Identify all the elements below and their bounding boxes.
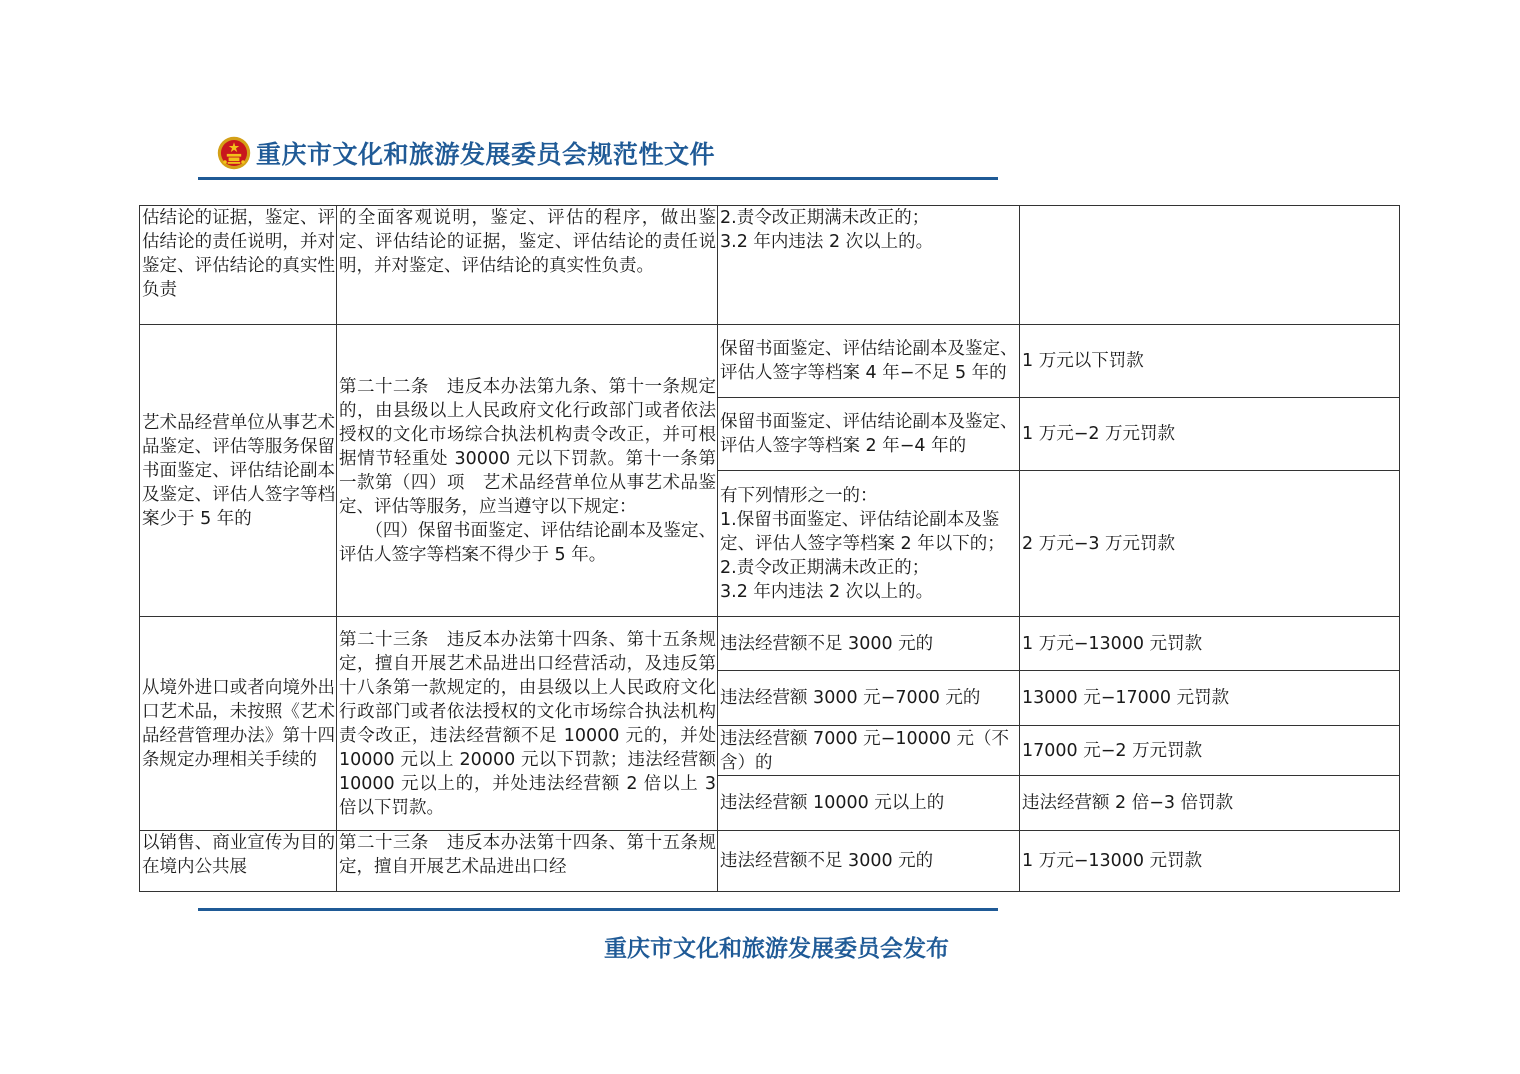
circumstance-cell: 违法经营额 3000 元−7000 元的 [718, 671, 1020, 726]
penalty-cell: 1 万元−13000 元罚款 [1020, 617, 1400, 671]
basis-cell: 第二十三条 违反本办法第十四条、第十五条规定，擅自开展艺术品进出口经营活动，及违反第十八条第一款规定的，由县级以上人民政府文化行政部门或者依法授权的文化市场综合执法机构责令改正，违法经营额不足 10000 元的，并处 10000 元以上 20000 元以下罚款；违法经营额 10000 元以上的，并处违法经营额 2 倍以上 3 倍以下罚款。 [337, 617, 718, 831]
circumstance-cell: 违法经营额 10000 元以上的 [718, 776, 1020, 831]
table-row [140, 617, 1400, 671]
national-emblem-icon [216, 135, 252, 171]
table-row [140, 831, 1400, 892]
penalty-cell: 1 万元−2 万元罚款 [1020, 398, 1400, 471]
table-row [140, 206, 1400, 325]
table-row [140, 325, 1400, 398]
document-header [216, 132, 715, 174]
basis-cell: 第二十二条 违反本办法第九条、第十一条规定的，由县级以上人民政府文化行政部门或者依法授权的文化市场综合执法机构责令改正，并可根据情节轻重处 30000 元以下罚款。第十一条第一款第（四）项 艺术品经营单位从事艺术品鉴定、评估等服务，应当遵守以下规定： （四）保留书面鉴定、评估结论副本及鉴定、评估人签字等档案不得少于 5 年。 [339, 376, 716, 565]
behavior-cell: 从境外进口或者向境外出口艺术品，未按照《艺术品经营管理办法》第十四条规定办理相关手续的 [140, 617, 337, 831]
circumstance-cell: 有下列情形之一的： 1.保留书面鉴定、评估结论副本及鉴定、评估人签字等档案 2 年以下的； 2.责令改正期满未改正的； 3.2 年内违法 2 次以上的。 [720, 485, 1005, 602]
publisher-footer: 重庆市文化和旅游发展委员会发布 [604, 935, 949, 962]
penalty-cell: 违法经营额 2 倍−3 倍罚款 [1020, 776, 1400, 831]
penalty-cell [1020, 206, 1400, 325]
penalty-cell: 13000 元−17000 元罚款 [1020, 671, 1400, 726]
footer-divider [198, 908, 998, 911]
document-title: 重庆市文化和旅游发展委员会规范性文件 [256, 140, 716, 169]
header-divider [198, 177, 998, 180]
penalty-cell: 2 万元−3 万元罚款 [1020, 471, 1400, 617]
circumstance-cell: 违法经营额不足 3000 元的 [718, 831, 1020, 892]
penalty-table [139, 205, 1400, 892]
circumstance-cell: 保留书面鉴定、评估结论副本及鉴定、评估人签字等档案 4 年−不足 5 年的 [718, 325, 1020, 398]
penalty-cell: 17000 元−2 万元罚款 [1020, 726, 1400, 776]
behavior-cell: 估结论的证据，鉴定、评估结论的责任说明，并对鉴定、评估结论的真实性负责 [140, 206, 337, 325]
penalty-cell: 1 万元−13000 元罚款 [1020, 831, 1400, 892]
circumstance-cell: 违法经营额 7000 元−10000 元（不含）的 [718, 726, 1020, 776]
behavior-cell: 艺术品经营单位从事艺术品鉴定、评估等服务保留书面鉴定、评估结论副本及鉴定、评估人签字等档案少于 5 年的 [140, 325, 337, 617]
circumstance-cell: 保留书面鉴定、评估结论副本及鉴定、评估人签字等档案 2 年−4 年的 [718, 398, 1020, 471]
circumstance-cell: 违法经营额不足 3000 元的 [718, 617, 1020, 671]
circumstance-cell: 2.责令改正期满未改正的； 3.2 年内违法 2 次以上的。 [720, 208, 934, 252]
penalty-cell: 1 万元以下罚款 [1020, 325, 1400, 398]
basis-cell: 的全面客观说明，鉴定、评估的程序，做出鉴定、评估结论的证据，鉴定、评估结论的责任说明，并对鉴定、评估结论的真实性负责。 [337, 206, 718, 325]
behavior-cell: 以销售、商业宣传为目的在境内公共展 [140, 831, 337, 892]
basis-cell: 第二十三条 违反本办法第十四条、第十五条规定，擅自开展艺术品进出口经 [337, 831, 718, 892]
